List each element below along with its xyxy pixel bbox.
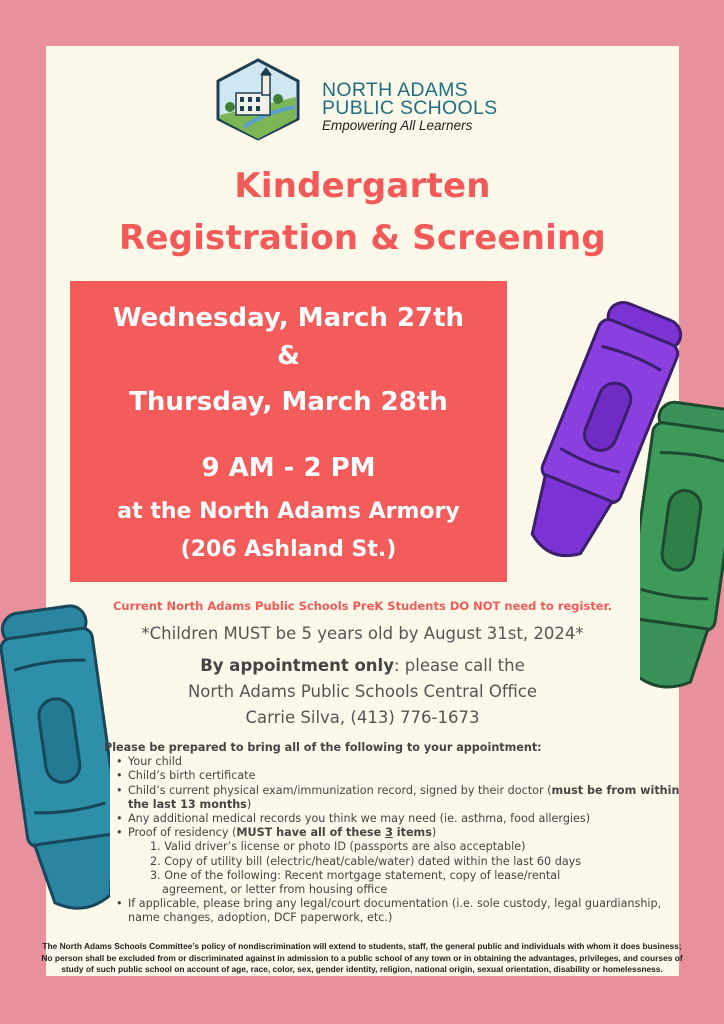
item-count-underlined: 3 xyxy=(385,826,393,840)
prek-note: Current North Adams Public Schools PreK Students DO NOT need to register. xyxy=(112,599,613,613)
residency-sub-item: 3. One of the following: Recent mortgage statement, copy of lease/rental xyxy=(150,868,561,882)
event-date1: Wednesday, March 27th xyxy=(112,303,465,333)
checklist-items-2 xyxy=(104,897,684,925)
residency-sub-item: 2. Copy of utility bill (electric/heat/cable/water) dated within the last 60 days xyxy=(150,854,582,868)
school-name xyxy=(322,81,497,117)
appointment-bold: By appointment only xyxy=(200,656,394,675)
school-logo xyxy=(214,57,524,142)
checklist-intro: Please be prepared to bring all of the following to your appointment: xyxy=(104,741,542,754)
item-bold-part: MUST have all of these xyxy=(236,826,386,840)
item-text: ) xyxy=(246,797,252,811)
event-location: at the North Adams Armory xyxy=(117,499,460,524)
title-line2: Registration & Screening xyxy=(119,218,606,258)
school-building-hexagon-icon xyxy=(214,57,302,142)
teal-crayon-illustration xyxy=(0,600,110,930)
event-date2: Thursday, March 28th xyxy=(129,387,448,417)
residency-sub-item: 1. Valid driver’s license or photo ID (passports are also acceptable) xyxy=(150,840,526,854)
appointment-line1 xyxy=(46,656,679,675)
legal-line3: study of such public school on account of age, race, color, sex, gender identity, religion, national origin, sexual orientation, disability or homelessness. xyxy=(61,964,663,974)
list-item: • Your child xyxy=(104,755,684,769)
item-bold-part: items xyxy=(392,826,432,840)
item-bold-text xyxy=(236,826,431,839)
checklist-items xyxy=(104,755,684,840)
nondiscrimination-policy xyxy=(30,941,694,976)
event-time: 9 AM - 2 PM xyxy=(201,453,376,483)
list-item: • If applicable, please bring any legal/court documentation (i.e. sole custody, legal guardianship, name changes, adoption, DCF paperwork, etc.) xyxy=(104,897,684,925)
school-name-line1: NORTH ADAMS xyxy=(322,79,468,101)
age-requirement: *Children MUST be 5 years old by August 31st, 2024* xyxy=(141,624,584,643)
event-ampersand: & xyxy=(277,341,300,371)
appointment-line3: Carrie Silva, (413) 776-1673 xyxy=(245,708,480,727)
event-address: (206 Ashland St.) xyxy=(180,537,397,562)
list-item xyxy=(104,826,684,840)
list-item: • Child’s birth certificate xyxy=(104,769,684,783)
list-item xyxy=(104,784,684,812)
item-text: Child’s current physical exam/immunization record, signed by their doctor ( xyxy=(128,783,552,797)
appointment-rest: : please call the xyxy=(393,656,525,675)
title-line1: Kindergarten xyxy=(234,166,491,206)
legal-line2: No person shall be excluded from or discriminated against in admission to a public school of any town or in obtaining the advantages, privileges, and courses of xyxy=(41,952,683,963)
item-text: Proof of residency ( xyxy=(128,826,237,840)
school-name-line2: PUBLIC SCHOOLS xyxy=(322,97,498,119)
legal-line1: The North Adams Schools Committee’s policy of nondiscrimination will extend to students, staff, the general public and individuals with whom it does business; xyxy=(42,941,682,951)
appointment-line2: North Adams Public Schools Central Office xyxy=(187,682,538,701)
item-text: ) xyxy=(431,826,437,840)
list-item: • Any additional medical records you think we may need (ie. asthma, food allergies) xyxy=(104,812,684,826)
item-bold-text: must be from within the last 13 months xyxy=(128,783,680,811)
school-tagline: Empowering All Learners xyxy=(322,118,473,133)
residency-sub-item-cont: agreement, or letter from housing office xyxy=(162,883,388,897)
bring-checklist xyxy=(104,741,684,926)
event-details-box xyxy=(70,281,507,582)
